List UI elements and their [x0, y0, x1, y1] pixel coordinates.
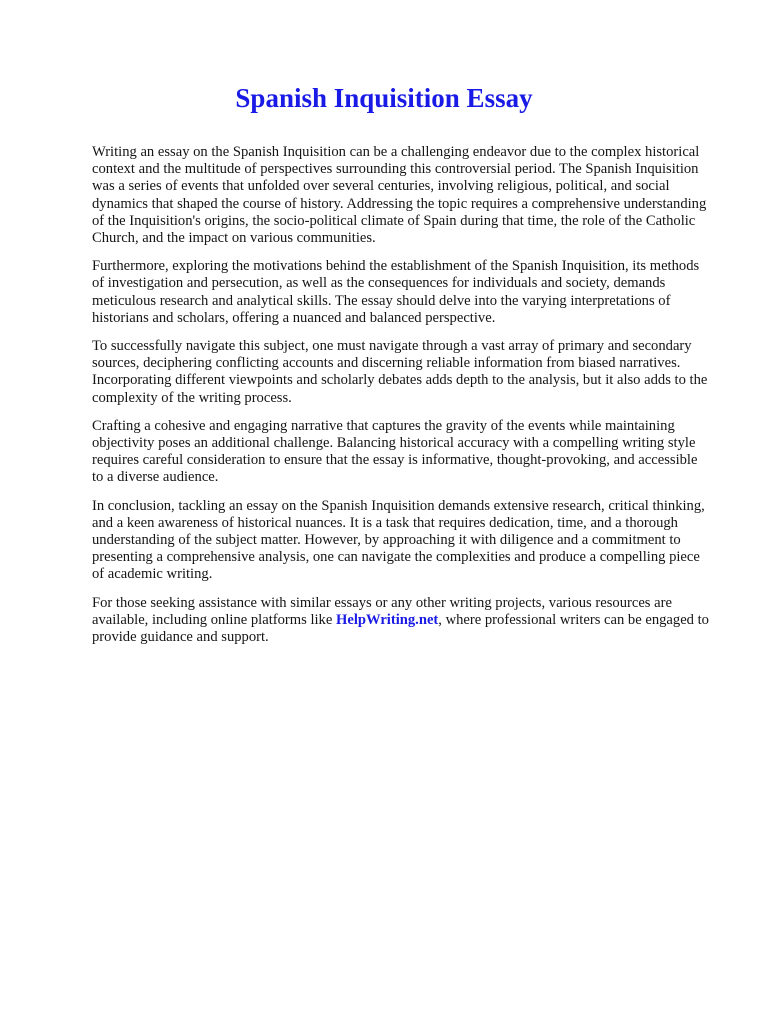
paragraph-4: Crafting a cohesive and engaging narrative that captures the gravity of the events while maintaining objectivity poses an additional challenge. Balancing historical accuracy with a compelling writing style requires careful consideration to ensure that the essay is informative, thought-provoking, and accessible to a diverse audience. [92, 417, 698, 486]
paragraph-6 [92, 595, 712, 647]
document-title: Spanish Inquisition Essay [235, 83, 533, 113]
paragraph-1: Writing an essay on the Spanish Inquisition can be a challenging endeavor due to the complex historical context and the multitude of perspectives surrounding this controversial period. The Spanish Inquisition was a series of events that unfolded over several centuries, involving religious, political, and social dynamics that shaped the course of history. Addressing the topic requires a comprehensive understanding of the Inquisition's origins, the socio-political climate of Spain during that time, the role of the Catholic Church, and the impact on various communities. [92, 144, 707, 247]
paragraph-6-before-link: For those seeking assistance with similar essays or any other writing projects, various resources are available, including online platforms like [92, 594, 672, 628]
paragraph-3: To successfully navigate this subject, one must navigate through a vast array of primary and secondary sources, deciphering conflicting accounts and discerning reliable information from biased narratives. Incorporating different viewpoints and scholarly debates adds depth to the analysis, but it also adds to the complexity of the writing process. [92, 338, 708, 406]
paragraph-2: Furthermore, exploring the motivations behind the establishment of the Spanish Inquisition, its methods of investigation and persecution, as well as the consequences for individuals and society, demands meticulous research and analytical skills. The essay should delve into the varying interpretations of historians and scholars, offering a nuanced and balanced perspective. [92, 258, 700, 326]
document-body [92, 144, 712, 646]
paragraph-6-after-link: , where professional writers can be engaged to provide guidance and support. [92, 611, 709, 646]
paragraph-5: In conclusion, tackling an essay on the Spanish Inquisition demands extensive research, critical thinking, and a keen awareness of historical nuances. It is a task that requires dedication, time, and a thorough understanding of the subject matter. However, by approaching it with diligence and a commitment to presenting a comprehensive analysis, one can navigate the complexities and produce a compelling piece of academic writing. [92, 497, 705, 583]
helpwriting-link[interactable]: HelpWriting.net [335, 611, 439, 628]
